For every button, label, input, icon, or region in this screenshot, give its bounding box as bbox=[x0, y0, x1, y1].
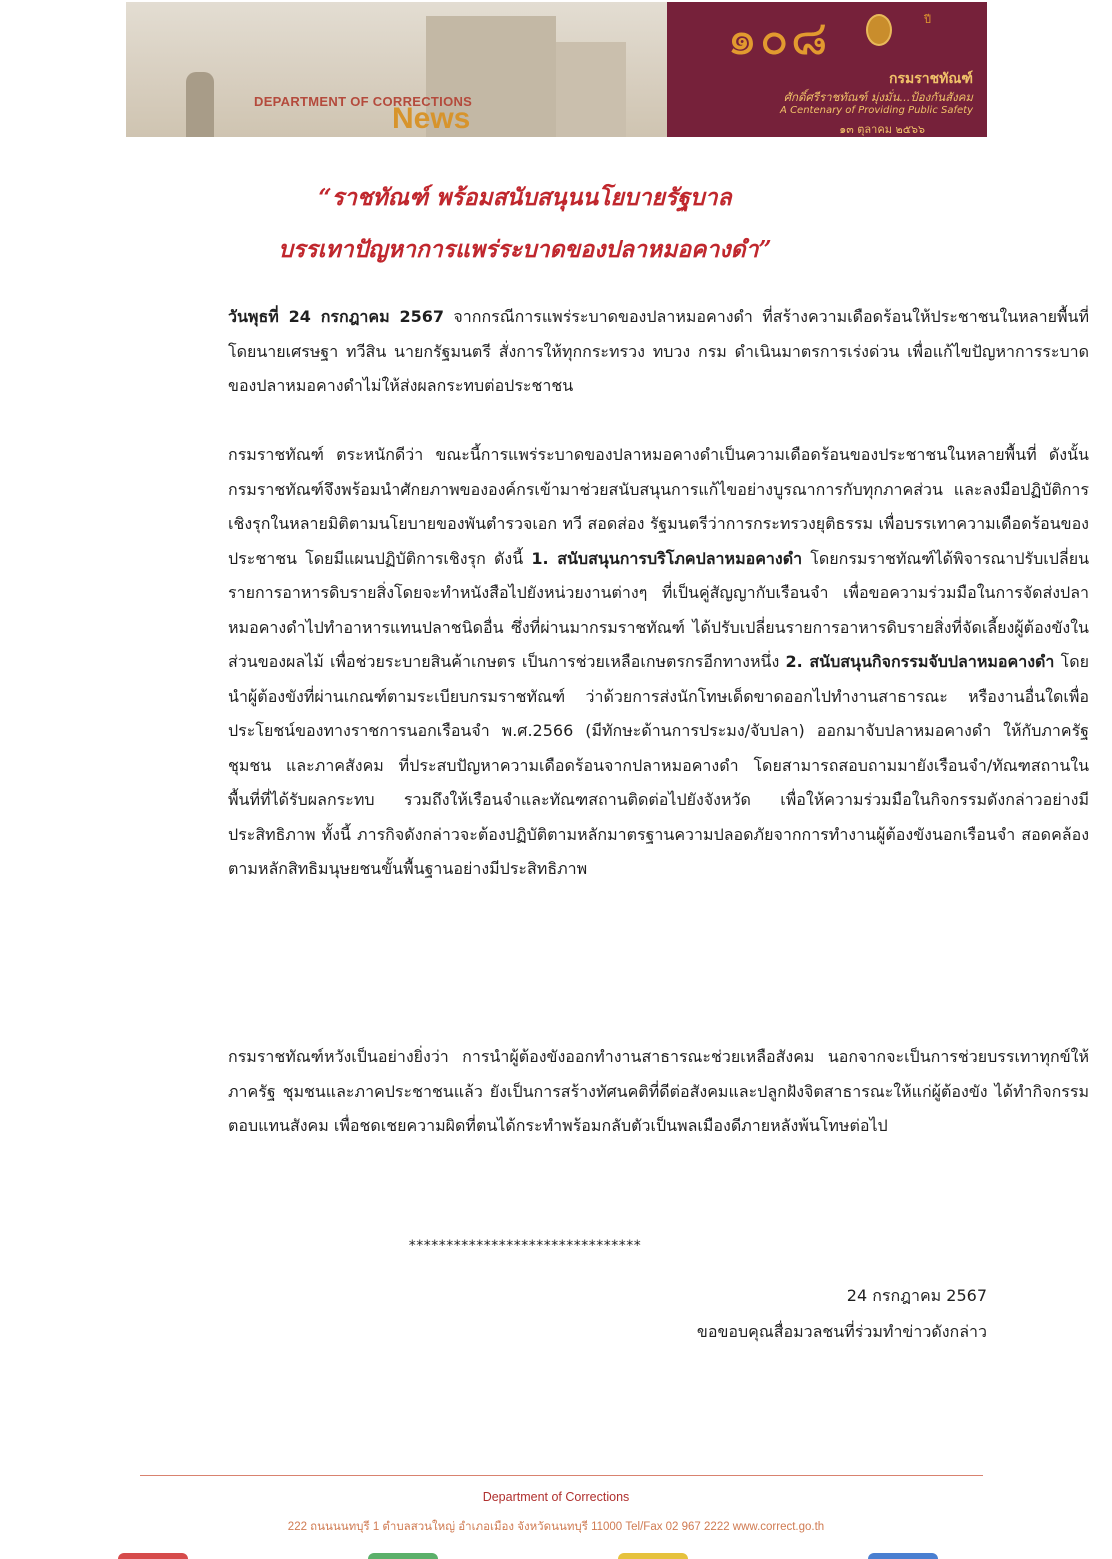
footer-decoration bbox=[868, 1553, 938, 1559]
slogan: ศักดิ์ศรีราชทัณฑ์ มุ่งมั่น...ป้องกันสังคม bbox=[783, 90, 973, 104]
footer-org: Department of Corrections bbox=[482, 1490, 630, 1504]
p2-text-2: โดยกรมราชทัณฑ์ได้พิจารณาปรับเปลี่ยนรายการอาหารดิบรายสิ่งโดยจะทำหนังสือไปยังหน่วยงานต่างๆ ที่เป็นคู่สัญญากับเรือนจำ เพื่อขอความร่วมมือในการจัดส่งปลาหมอคางดำไปทำอาหารแทนปลาชนิดอื่น ซึ่งที่ผ่านมากรมราชทัณฑ์ ได้ปรับเปลี่ยนรายการอาหารดิบรายสิ่งที่จัดเลี้ยงผู้ต้องขังในส่วนของผลไม้ เพื่อช่วยระบายสินค้าเกษตร เป็นการช่วยเหลือเกษตรกรอีกทางหนึ่ง bbox=[228, 548, 1090, 671]
p2-plan-1: 1. สนับสนุนการบริโภคปลาหมอคางดำ bbox=[531, 548, 803, 568]
p1-date: วันพุธที่ 24 กรกฎาคม 2567 bbox=[228, 307, 445, 326]
news-label: News bbox=[392, 102, 471, 135]
banner-photo bbox=[126, 2, 667, 137]
footer-address: 222 ถนนนนทบุรี 1 ตำบลสวนใหญ่ อำเภอเมือง จังหวัดนนทบุรี 11000 Tel/Fax 02 967 2222 www.correct.go.th bbox=[287, 1521, 825, 1533]
paragraph-2 bbox=[126, 438, 1089, 887]
thanks-note: ขอขอบคุณสื่อมวลชนที่ร่วมทำข่าวดังกล่าว bbox=[696, 1322, 987, 1341]
org-name: กรมราชทัณฑ์ bbox=[889, 71, 973, 87]
paragraph-1 bbox=[126, 300, 1089, 404]
p2-text: กรมราชทัณฑ์ ตระหนักดีว่า ขณะนี้การแพร่ระบาดของปลาหมอคางดำเป็นความเดือดร้อนของประชาชนในหลายพื้นที่ ดังนั้น กรมราชทัณฑ์จึงพร้อมนำศักยภาพขององค์กรเข้ามาช่วยสนับสนุนการแก้ไขอย่างบูรณาการกับทุกภาคส่วน และลงมือปฏิบัติการเชิงรุกในหลายมิติตามนโยบายของพันตำรวจเอก ทวี สอดส่อง รัฐมนตรีว่าการกระทรวงยุติธรรม เพื่อบรรเทาความเดือดร้อนของประชาชน โดยมีแผนปฏิบัติการเชิงรุก ดังนี้ bbox=[228, 445, 1089, 568]
release-date: 24 กรกฎาคม 2567 bbox=[846, 1286, 987, 1305]
anniversary-number: ๑๐๘ bbox=[727, 10, 830, 66]
footer-decoration bbox=[618, 1553, 688, 1559]
english-slogan: A Centenary of Providing Public Safety bbox=[780, 105, 973, 116]
p1-text: จากกรณีการแพร่ระบาดของปลาหมอคางดำ ที่สร้างความเดือดร้อนให้ประชาชนในหลายพื้นที่ โดยนายเศรษฐา ทวีสิน นายกรัฐมนตรี สั่งการให้ทุกกระทรวง ทบวง กรม ดำเนินมาตรการเร่งด่วน เพื่อแก้ไขปัญหาการระบาดของปลาหมอคางดำไม่ให้ส่งผลกระทบต่อประชาชน bbox=[228, 307, 1090, 395]
headline-line2: บรรเทาปัญหาการแพร่ระบาดของปลาหมอคางดำ” bbox=[278, 236, 772, 263]
header-banner bbox=[126, 2, 987, 137]
footer-divider bbox=[140, 1475, 983, 1476]
footer-decoration bbox=[368, 1553, 438, 1559]
dept-label: DEPARTMENT OF CORRECTIONS bbox=[254, 94, 473, 109]
paragraph-3 bbox=[126, 1040, 1089, 1144]
p2-plan-2: 2. สนับสนุนกิจกรรมจับปลาหมอคางดำ bbox=[785, 652, 1055, 671]
p3-text: กรมราชทัณฑ์หวังเป็นอย่างยิ่งว่า การนำผู้ต้องขังออกทำงานสาธารณะช่วยเหลือสังคม นอกจากจะเป็นการช่วยบรรเทาทุกข์ให้ภาครัฐ ชุมชนและภาคประชาชนแล้ว ยังเป็นการสร้างทัศนคติที่ดีต่อสังคมและปลูกฝังจิตสาธารณะให้แก่ผู้ต้องขัง ได้ทำกิจกรรมตอบแทนสังคม เพื่อชดเชยความผิดที่ตนได้กระทำพร้อมกลับตัวเป็นพลเมืองดีภายหลังพ้นโทษต่อไป bbox=[228, 1047, 1089, 1135]
footer-decoration bbox=[118, 1553, 188, 1559]
headline-line1: “ราชทัณฑ์ พร้อมสนับสนุนนโยบายรัฐบาล bbox=[318, 184, 732, 211]
anniversary-suffix: ปี bbox=[924, 13, 931, 26]
crest-icon bbox=[866, 14, 892, 46]
anniversary-panel bbox=[667, 2, 987, 137]
founding-date: ๑๓ ตุลาคม ๒๕๖๖ bbox=[839, 123, 925, 136]
p2-text-3: โดยนำผู้ต้องขังที่ผ่านเกณฑ์ตามระเบียบกรมราชทัณฑ์ ว่าด้วยการส่งนักโทษเด็ดขาดออกไปทำงานสาธารณะ หรืองานอื่นใดเพื่อประโยชน์ของทางราชการนอกเรือนจำ พ.ศ.2566 (มีทักษะด้านการประมง/จับปลา) ออกมาจับปลาหมอคางดำ ให้กับภาครัฐ ชุมชน และภาคสังคม ที่ประสบปัญหาความเดือดร้อนจากปลาหมอคางดำ โดยสามารถสอบถามมายังเรือนจำ/ทัณฑสถานในพื้นที่ที่ได้รับผลกระทบ รวมถึงให้เรือนจำและทัณฑสถานติดต่อไปยังจังหวัด เพื่อให้ความร่วมมือในกิจกรรมดังกล่าวอย่างมีประสิทธิภาพ ทั้งนี้ ภารกิจดังกล่าวจะต้องปฏิบัติตามหลักมาตรฐานความปลอดภัยจากการทำงานผู้ต้องขังนอกเรือนจำ สอดคล้องตามหลักสิทธิมนุษยชนขั้นพื้นฐานอย่างมีประสิทธิภาพ bbox=[228, 652, 1089, 878]
separator: ******************************* bbox=[408, 1238, 642, 1254]
